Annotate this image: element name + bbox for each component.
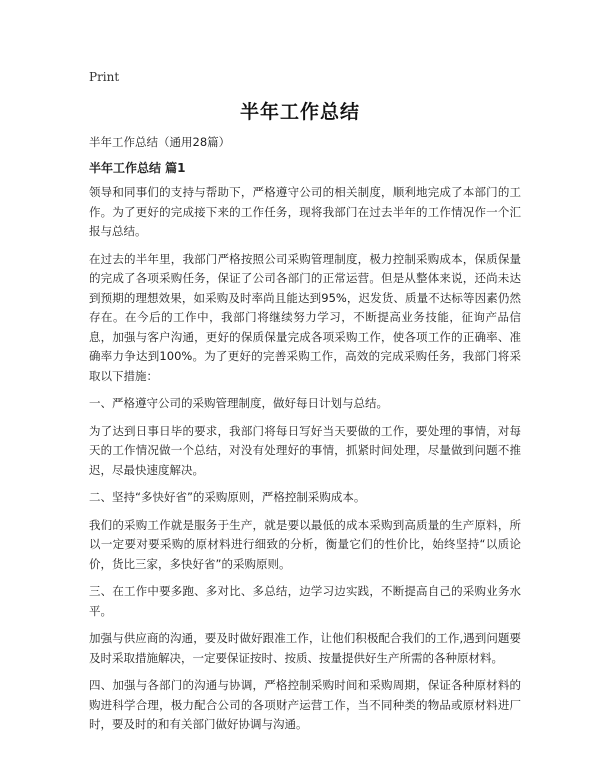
paragraph: 二、坚持“多快好省”的采购原则，严格控制采购成本。	[89, 490, 366, 504]
document-body	[89, 133, 521, 743]
paragraph: 一、严格遵守公司的采购管理制度，做好每日计划与总结。	[89, 396, 388, 410]
paragraph: 我们的采购工作就是服务于生产，就是要以最低的成本采购到高质量的生产原料，所以一定要对要采购的原材料进行细致的分析，衡量它们的性价比，始终坚持“以质论价，货比三家，多快好省”的采购原则。	[89, 517, 521, 571]
paragraph: 加强与供应商的沟通，要及时做好跟准工作，让他们积极配合我们的工作,遇到问题要及时采取措施解决，一定要保证按时、按质、按量提供好生产所需的各种原材料。	[89, 631, 521, 665]
print-link[interactable]: Print	[89, 70, 120, 84]
document-subtitle: 半年工作总结（通用28篇）	[89, 135, 231, 149]
paragraph: 在过去的半年里，我部门严格按照公司采购管理制度，极力控制采购成本，保质保量的完成了各项采购任务，保证了公司各部门的正常运营。但是从整体来说，还尚未达到预期的理想效果，如采购及时率尚且能达到95%，迟发货、质量不达标等因素仍然存在。在今后的工作中，我部门将继续努力学习，不断提高业务技能，征询产品信息，加强与客户沟通，更好的保质保量完成各项采购工作，使各项工作的正确率、准确率力争达到100%。为了更好的完善采购工作，高效的完成采购任务，我部门将采取以下措施：	[89, 251, 521, 383]
paragraph: 三、在工作中要多跑、多对比、多总结，边学习边实践，不断提高自己的采购业务水平。	[89, 584, 521, 618]
paragraph: 为了达到日事日毕的要求，我部门将每日写好当天要做的工作，要处理的事情，对每天的工作情况做一个总结，对没有处理好的事情，抓紧时间处理，尽量做到问题不推迟，尽最快速度解决。	[89, 423, 521, 477]
paragraph: 四、加强与各部门的沟通与协调，严格控制采购时间和采购周期，保证各种原材料的购进科学合理，极力配合公司的各项财产运营工作，当不同种类的物品或原材料进厂时，要及时的和有关部门做好协调与沟通。	[89, 678, 521, 731]
section-heading: 半年工作总结 篇1	[89, 161, 186, 175]
page-title: 半年工作总结	[239, 101, 360, 123]
paragraph: 领导和同事们的支持与帮助下，严格遵守公司的相关制度，顺利地完成了本部门的工作。为了更好的完成接下来的工作任务，现将我部门在过去半年的工作情况作一个汇报与总结。	[89, 185, 521, 238]
